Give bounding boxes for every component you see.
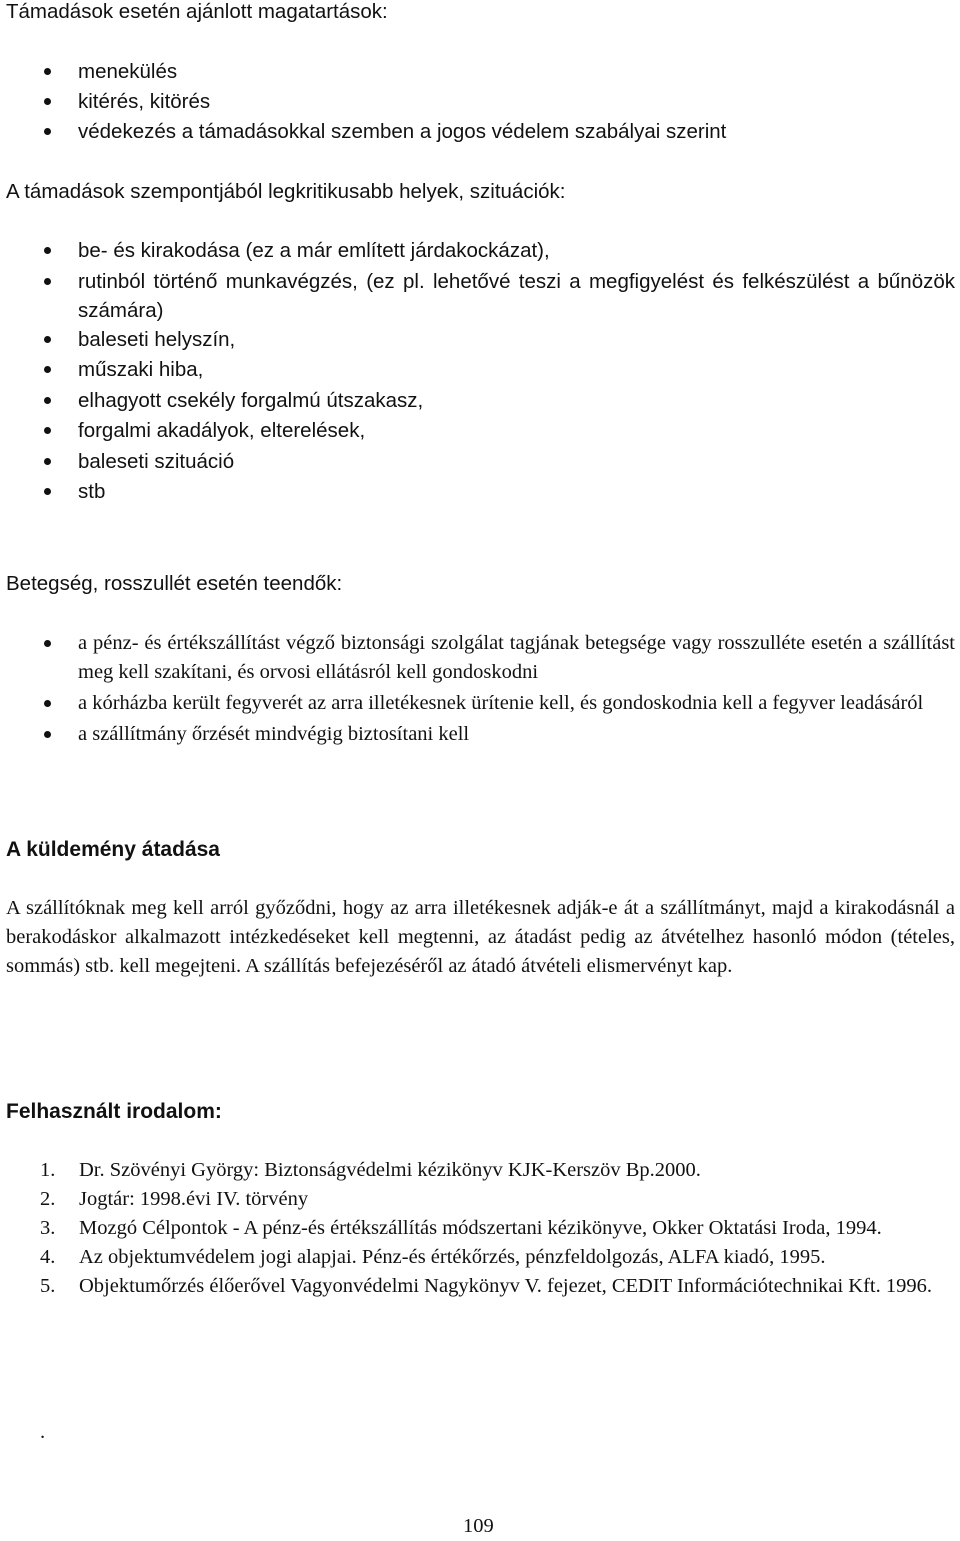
reference-item: 2. Jogtár: 1998.évi IV. törvény bbox=[40, 1188, 309, 1210]
list-item: védekezés a támadásokkal szemben a jogos védelem szabályai szerint bbox=[0, 117, 955, 147]
list-item: baleseti szituáció bbox=[0, 447, 955, 478]
section-title-critical-places: A támadások szempontjából legkritikusabb helyek, szituációk: bbox=[6, 180, 566, 203]
bullet-icon bbox=[44, 397, 51, 404]
bullet-icon bbox=[44, 366, 51, 373]
attack-behaviour-list bbox=[0, 57, 955, 147]
heading-handover: A küldemény átadása bbox=[6, 838, 220, 861]
list-item: menekülés bbox=[0, 57, 955, 87]
bullet-icon bbox=[44, 488, 51, 495]
bullet-icon bbox=[44, 731, 51, 738]
page-number: 109 bbox=[463, 1515, 494, 1537]
heading-references: Felhasznált irodalom: bbox=[6, 1100, 222, 1123]
references-list bbox=[0, 1156, 948, 1301]
list-item: a kórházba került fegyverét az arra illetékesnek ürítenie kell, és gondoskodnia kell a fegyver leadásáról bbox=[0, 689, 955, 718]
stray-dot: . bbox=[40, 1421, 46, 1443]
illness-actions-list bbox=[0, 629, 955, 749]
reference-item: 5. Objektumőrzés élőerővel Vagyonvédelmi Nagykönyv V. fejezet, CEDIT Információtechnikai Kft. 1996. bbox=[40, 1275, 932, 1297]
list-item: kitérés, kitörés bbox=[0, 87, 955, 117]
bullet-icon bbox=[44, 640, 51, 647]
list-item: forgalmi akadályok, elterelések, bbox=[0, 416, 955, 447]
bullet-icon bbox=[44, 68, 51, 75]
bullet-icon bbox=[44, 700, 51, 707]
list-item: műszaki hiba, bbox=[0, 355, 955, 386]
bullet-icon bbox=[44, 427, 51, 434]
bullet-icon bbox=[44, 458, 51, 465]
list-item: baleseti helyszín, bbox=[0, 325, 955, 356]
reference-item: 3. Mozgó Célpontok - A pénz-és értékszállítás módszertani kézikönyve, Okker Oktatási Iroda, 1994. bbox=[40, 1217, 882, 1239]
reference-item: 1. Dr. Szövényi György: Biztonságvédelmi kézikönyv KJK-Kerszöv Bp.2000. bbox=[40, 1159, 701, 1181]
bullet-icon bbox=[44, 278, 51, 285]
bullet-icon bbox=[44, 247, 51, 254]
list-item: be- és kirakodása (ez a már említett járdakockázat), bbox=[0, 236, 955, 267]
handover-paragraph: A szállítóknak meg kell arról győződni, hogy az arra illetékesnek adják-e át a szállítmányt, majd a kirakodásnál a berakodáskor alkalmazott intézkedéseket kell megtenni, az átadást pedig az átvételhez hasonló módon (tételes, sommás) stb. kell megejteni. A szállítás befejezéséről az átadó átvételi elismervényt kap. bbox=[6, 897, 955, 977]
bullet-icon bbox=[44, 98, 51, 105]
list-item: stb bbox=[0, 477, 955, 508]
bullet-icon bbox=[44, 128, 51, 135]
reference-item: 4. Az objektumvédelem jogi alapjai. Pénz-és értékőrzés, pénzfeldolgozás, ALFA kiadó, 1995. bbox=[40, 1246, 826, 1268]
critical-places-list bbox=[0, 236, 955, 508]
list-item: elhagyott csekély forgalmú útszakasz, bbox=[0, 386, 955, 417]
list-item: a szállítmány őrzését mindvégig biztosítani kell bbox=[0, 720, 955, 749]
list-item: a pénz- és értékszállítást végző biztonsági szolgálat tagjának betegsége vagy rosszulléte esetén a szállítást meg kell szakítani, és orvosi ellátásról kell gondoskodni bbox=[0, 629, 955, 687]
bullet-icon bbox=[44, 336, 51, 343]
section-title-illness: Betegség, rosszullét esetén teendők: bbox=[6, 572, 343, 595]
section-title-attacks: Támadások esetén ajánlott magatartások: bbox=[6, 0, 388, 23]
list-item: rutinból történő munkavégzés, (ez pl. lehetővé teszi a megfigyelést és felkészülést a bűnözök számára) bbox=[0, 267, 955, 325]
